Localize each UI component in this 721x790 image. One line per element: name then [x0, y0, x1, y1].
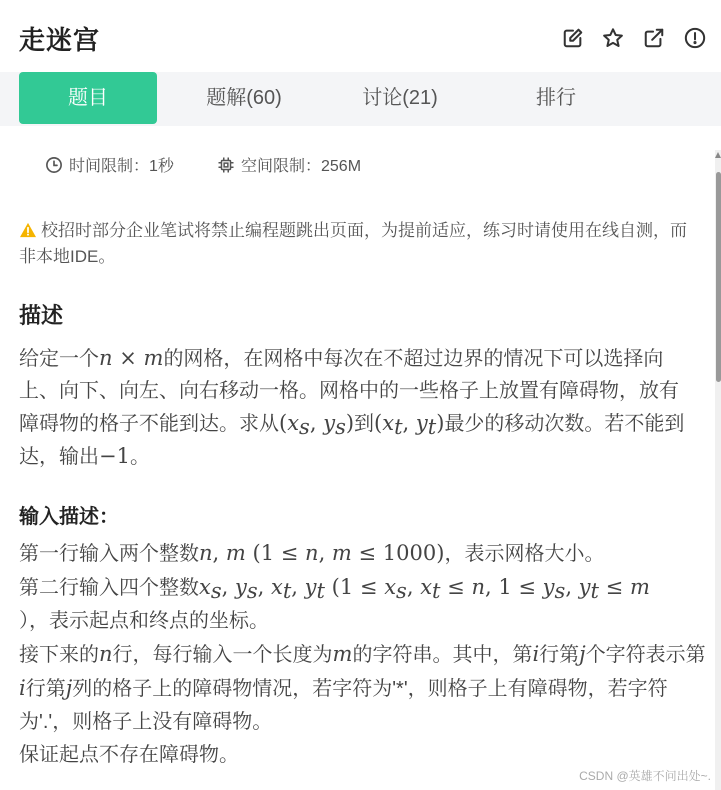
input-description-text [19, 537, 709, 772]
header [0, 0, 721, 72]
time-limit [45, 153, 174, 176]
tab-ranking[interactable]: 排行 [536, 87, 576, 109]
external-link-icon[interactable] [643, 27, 665, 49]
input-line-4: 保证起点不存在障碍物。 [19, 744, 239, 766]
tab-bar [0, 72, 721, 126]
description-heading: 描述 [19, 303, 64, 328]
clock-icon [45, 156, 63, 174]
watermark: CSDN @英雄不问出处~. [579, 769, 711, 783]
input-line-3: 接下来的n行，每行输入一个长度为m的字符串。其中，第i行第j个字符表示第i行第j列的格子上的障碍物情况，若字符为'*'，则格子上有障碍物，若字符为'.'，则格子上没有障碍物。 [19, 642, 706, 733]
edit-icon[interactable] [562, 27, 584, 49]
space-limit-text: 空间限制：256M [241, 158, 362, 175]
report-icon[interactable] [684, 27, 706, 49]
time-limit-text: 时间限制：1秒 [69, 158, 174, 175]
chip-icon [217, 156, 235, 174]
warning-notice [19, 218, 689, 270]
warning-icon [19, 222, 37, 238]
input-line-1: 第一行输入两个整数n, m (1 ≤ n, m ≤ 1000)，表示网格大小。 [19, 541, 605, 565]
scroll-up-arrow-icon[interactable] [715, 152, 721, 158]
star-icon[interactable] [602, 27, 624, 49]
scrollbar-thumb[interactable] [716, 172, 721, 382]
space-limit [217, 153, 361, 176]
description-text: 给定一个n × m的网格，在网格中每次在不超过边界的情况下可以选择向上、向下、向左、向右移动一格。网格中的一些格子上放置有障碍物，放有障碍物的格子不能到达。求从($x_s$, $y_s$)到($x_t$, $y_t$)最少的移动次数。若不能到达，输出−1。 [19, 346, 685, 468]
page-title: 走迷宫 [19, 25, 101, 55]
input-line-2: 第二行输入四个整数$x_s$, $y_s$, $x_t$, $y_t$ ($1 \le x_s$, $x_t \le n$, $1 \le y_s$, $y_t \le m$ ），表示起点和终点的坐标。 [19, 575, 650, 632]
tab-discussion[interactable]: 讨论(21) [362, 87, 438, 109]
input-heading: 输入描述： [19, 506, 119, 528]
warning-text: 校招时部分企业笔试将禁止编程题跳出页面，为提前适应，练习时请使用在线自测，而非本地IDE。 [19, 221, 687, 266]
tab-solutions[interactable]: 题解(60) [206, 87, 282, 109]
tab-problem[interactable]: 题目 [19, 72, 157, 124]
